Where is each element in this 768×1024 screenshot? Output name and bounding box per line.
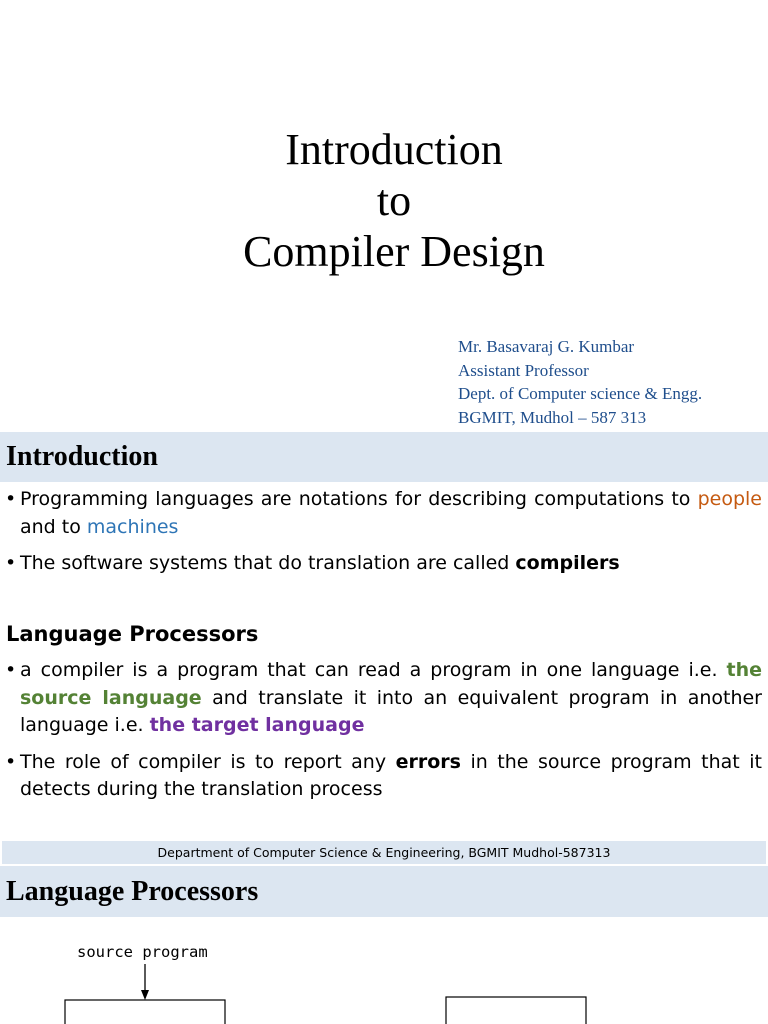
bullet-text: The software systems that do translation are called: [20, 552, 516, 574]
bullet-text: Programming languages are notations for describing computations to: [20, 488, 698, 510]
bullet-item: [0, 550, 762, 578]
highlight-source-language: the source language: [20, 659, 762, 709]
highlight-machines: machines: [86, 515, 179, 538]
bullet-item: [0, 486, 762, 541]
slide-heading: Language Processors: [6, 876, 259, 907]
bullet-item: [0, 749, 762, 804]
title-line-2: to: [376, 176, 412, 225]
language-processor-diagram: [0, 866, 768, 1024]
bullet-text: in the source program that it detects during the translation process: [20, 750, 762, 800]
compiler-box: [65, 1000, 225, 1024]
title-line-1: Introduction: [285, 125, 503, 174]
slide-header: [0, 432, 768, 482]
bullet-text: a compiler is a program that can read a program in one language i.e.: [20, 659, 727, 681]
author-info: [458, 335, 702, 429]
highlight-target-language: the target language: [149, 714, 365, 736]
bullet-text: and translate it into an equivalent program in another language i.e.: [20, 686, 762, 736]
highlight-compilers: compilers: [515, 552, 620, 574]
title-slide: [0, 0, 768, 432]
bullet-text: The role of compiler is to report any: [20, 750, 396, 773]
bullet-text: and to: [20, 515, 87, 538]
introduction-slide: [0, 432, 768, 868]
title-line-3: Compiler Design: [243, 227, 545, 276]
highlight-errors: errors: [395, 750, 461, 773]
slide-heading: Introduction: [6, 441, 158, 472]
section-subheading: Language Processors: [6, 622, 259, 646]
highlight-people: people: [697, 488, 762, 510]
slide-footer: Department of Computer Science & Engineering, BGMIT Mudhol-587313: [2, 841, 766, 864]
bullet-list-top: [0, 486, 762, 578]
language-processors-slide: [0, 866, 768, 1024]
input-arrow-head: [141, 990, 149, 1000]
bullet-item: [0, 657, 762, 740]
author-institute: BGMIT, Mudhol – 587 313: [458, 407, 647, 427]
second-box: [446, 997, 586, 1024]
source-program-label: source program: [77, 943, 208, 961]
presentation-title: [0, 124, 768, 277]
author-position: Assistant Professor: [458, 360, 589, 380]
author-name: Mr. Basavaraj G. Kumbar: [458, 337, 635, 356]
bullet-list-bottom: [0, 657, 762, 804]
author-dept: Dept. of Computer science & Engg.: [458, 384, 703, 403]
